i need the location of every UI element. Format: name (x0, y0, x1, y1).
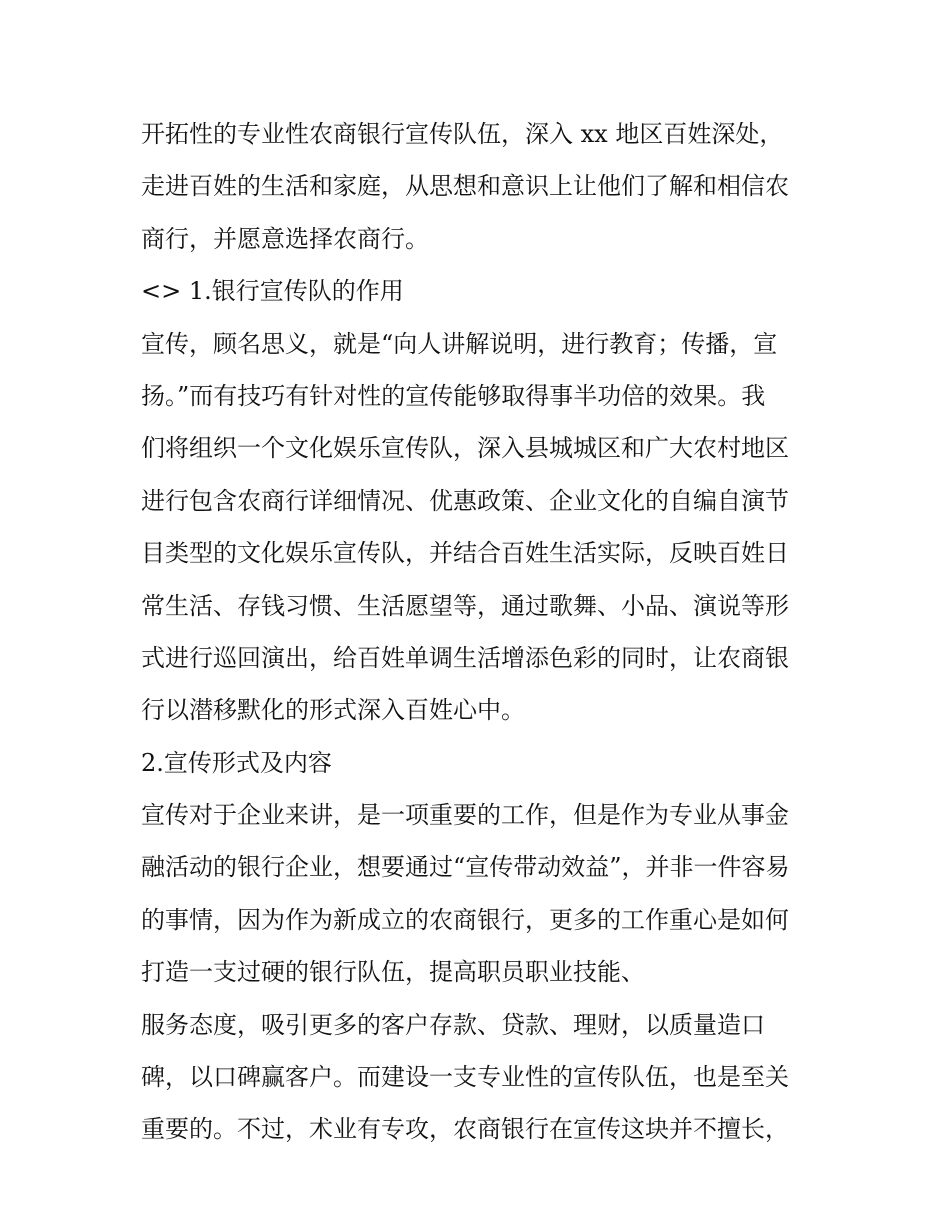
body-line: 常生活、存钱习惯、生活愿望等，通过歌舞、小品、演说等形 (141, 591, 789, 620)
body-line: 服务态度，吸引更多的客户存款、贷款、理财，以质量造口 (141, 1010, 765, 1039)
body-line: 进行包含农商行详细情况、优惠政策、企业文化的自编自演节 (141, 486, 789, 515)
body-line: 宣传，顾名思义，就是“向人讲解说明，进行教育；传播，宣 (141, 329, 778, 358)
body-line: 打造一支过硬的银行队伍，提高职员职业技能、 (141, 958, 645, 987)
body-line: 式进行巡回演出，给百姓单调生活增添色彩的同时，让农商银 (141, 643, 789, 672)
body-line: 宣传对于企业来讲，是一项重要的工作，但是作为专业从事金 (141, 801, 789, 830)
body-line: 们将组织一个文化娱乐宣传队，深入县城城区和广大农村地区 (141, 434, 789, 463)
document-body (141, 108, 821, 1156)
body-line: 走进百姓的生活和家庭，从思想和意识上让他们了解和相信农 (141, 172, 789, 201)
section-heading-1: <> 1.银行宣传队的作用 (141, 277, 404, 306)
body-line: 碑，以口碑赢客户。而建设一支专业性的宣传队伍，也是至关 (141, 1063, 789, 1092)
body-line: 开拓性的专业性农商银行宣传队伍，深入 xx 地区百姓深处， (141, 120, 784, 148)
body-line: 重要的。不过，术业有专攻，农商银行在宣传这块并不擅长， (141, 1115, 789, 1144)
body-line: 行以潜移默化的形式深入百姓心中。 (141, 696, 525, 725)
body-line: 目类型的文化娱乐宣传队，并结合百姓生活实际，反映百姓日 (141, 539, 789, 568)
body-line: 商行，并愿意选择农商行。 (141, 224, 429, 253)
body-line: 的事情，因为作为新成立的农商银行，更多的工作重心是如何 (141, 905, 789, 934)
body-line: 融活动的银行企业，想要通过“宣传带动效益”，并非一件容易 (141, 853, 790, 882)
body-line: 扬。”而有技巧有针对性的宣传能够取得事半功倍的效果。我 (141, 381, 766, 410)
section-heading-2: 2.宣传形式及内容 (141, 748, 332, 777)
